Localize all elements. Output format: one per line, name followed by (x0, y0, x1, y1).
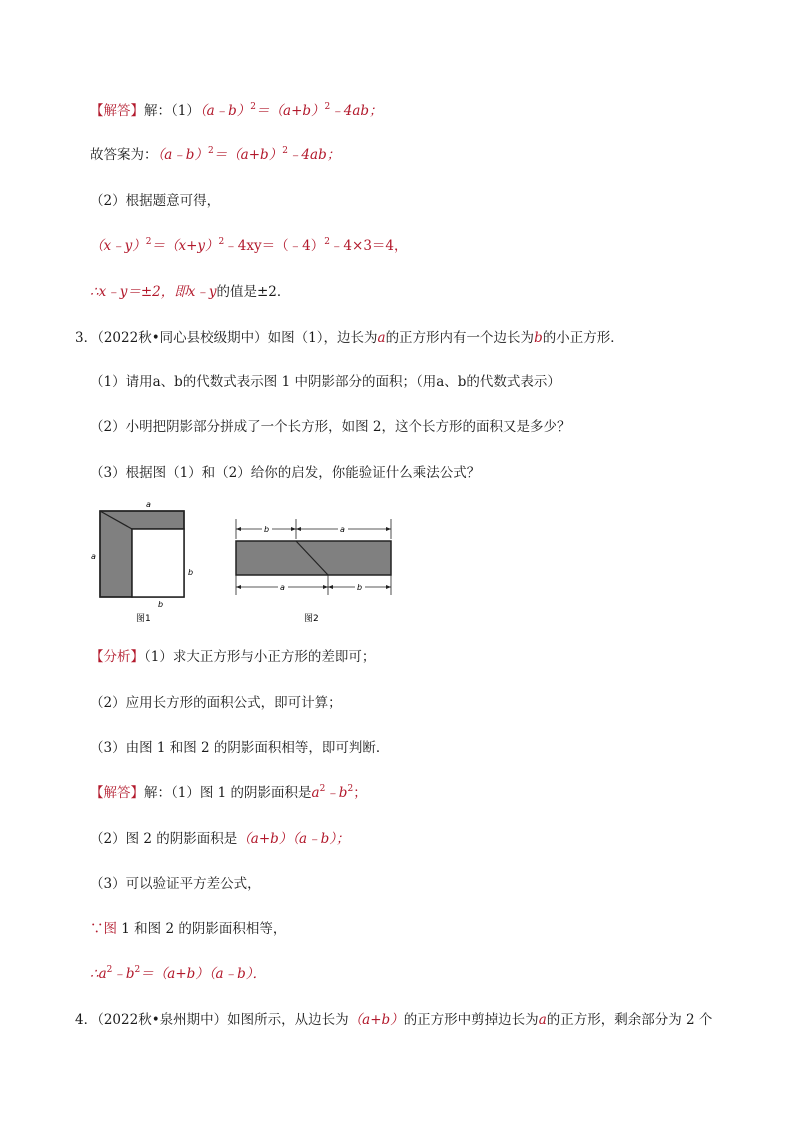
figure-2 (228, 515, 400, 627)
q3-answer-therefore: $\therefore a^2﹣b^2=(a+b)(a﹣b)$． (90, 965, 266, 982)
fig1-label-right: b (188, 568, 194, 577)
q3-answer-2: （2）图 2 的阴影面积是（a+b）（a﹣b）； (90, 831, 350, 847)
q3-analysis-2: （2）应用长方形的面积公式，即可计算； (90, 695, 342, 711)
q4-stem: 4．（2022秋•泉州期中）如图所示，从边长为（a+b）的正方形中剪掉边长为a的正方形，剩余部分为 2 个 (75, 1012, 713, 1028)
q3-answer-1: 【解答】解：（1）图 1 的阴影面积是$a^2﹣b^2$； (90, 784, 367, 801)
figure-2-diagram (228, 515, 400, 627)
fig1-label-top: a (146, 500, 151, 509)
fig1-small-square (132, 529, 184, 597)
fig2-label-top-a: a (340, 525, 345, 534)
q2-answer-line-2: 故答案为：$(a﹣b)^2=(a+b)^2﹣4ab$； (90, 146, 341, 163)
answer-tag: 【解答】 (90, 785, 144, 801)
fig2-label-top-b: b (264, 525, 270, 534)
figure-1 (88, 497, 200, 625)
q3-analysis-1: 【分析】（1）求大正方形与小正方形的差即可； (90, 649, 376, 665)
fig2-label-bottom-a: a (280, 583, 285, 592)
analysis-tag: 【分析】 (90, 649, 144, 665)
fig2-caption: 图2 (304, 614, 319, 624)
q3-sub-1: （1）请用a、b的代数式表示图 1 中阴影部分的面积；（用a、b的代数式表示） (90, 374, 561, 390)
q3-sub-2: （2）小明把阴影部分拼成了一个长方形，如图 2，这个长方形的面积又是多少？ (90, 419, 571, 435)
fig2-shaded-rectangle (236, 541, 391, 575)
fig2-label-bottom-b: b (357, 583, 363, 592)
q2-answer-line-3: （2）根据题意可得， (90, 193, 221, 209)
q3-answer-because: ∵图 1 和图 2 的阴影面积相等， (90, 921, 287, 937)
fig1-caption: 图1 (136, 614, 151, 624)
q2-answer-line-1: 【解答】解：$(1)(a﹣b)^2=(a+b)^2﹣4ab$； (90, 102, 383, 119)
q2-answer-line-4: $(x﹣y)^2=(x+y)^2﹣4xy=(﹣4)^2﹣4\times 3=4$， (90, 237, 408, 254)
q3-stem: 3．（2022秋•同心县校级期中）如图（1），边长为a的正方形内有一个边长为b的小正方形． (75, 330, 624, 346)
q3-answer-3: （3）可以验证平方差公式， (90, 876, 261, 892)
figure-1-diagram (88, 497, 200, 625)
q3-analysis-3: （3）由图 1 和图 2 的阴影面积相等，即可判断． (90, 740, 390, 756)
q2-answer-line-5: ∴x﹣y＝±2，即x﹣y的值是±2． (90, 284, 291, 300)
fig1-label-left: a (91, 552, 96, 561)
fig1-label-bottom: b (158, 600, 164, 609)
answer-tag: 【解答】 (90, 103, 144, 119)
q3-sub-3: （3）根据图（1）和（2）给你的启发，你能验证什么乘法公式？ (90, 465, 481, 481)
